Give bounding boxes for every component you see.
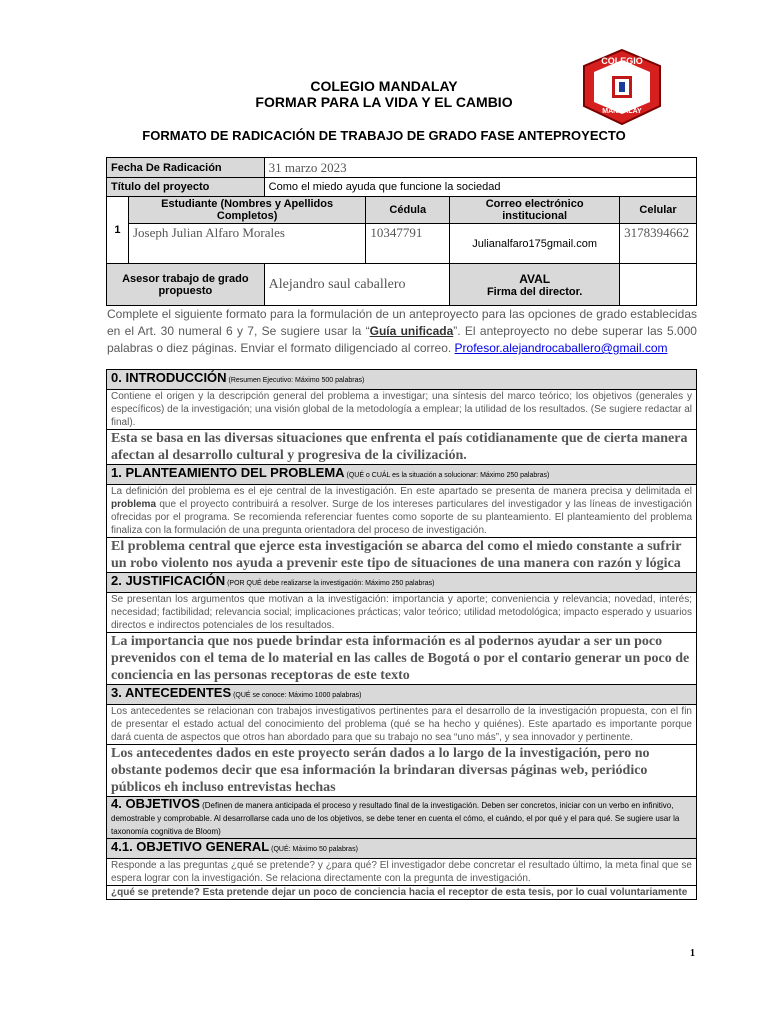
- sections-table: [106, 369, 697, 900]
- section-note: (QUÉ: Máximo 50 palabras): [269, 846, 358, 853]
- school-motto: FORMAR PARA LA VIDA Y EL CAMBIO: [255, 94, 513, 110]
- section-problema-header: [107, 465, 697, 485]
- table-row: [107, 178, 697, 197]
- section-objetivo-general-answer[interactable]: ¿qué se pretende? Esta pretende dejar un poco de conciencia hacia el receptor de esta tesis, por lo cual voluntariamente: [107, 886, 697, 900]
- title-label: Título del proyecto: [107, 178, 265, 197]
- section-problema-answer[interactable]: El problema central que ejerce esta investigación se abarca del como el miedo constante a sufrir un robo violento nos ayuda a prevenir este tipo de situaciones de una manera con razón y lógica: [107, 538, 697, 573]
- section-note: (QUÉ se conoce: Máximo 1000 palabras): [231, 692, 362, 699]
- advisor-value: Alejandro saul caballero: [264, 264, 450, 306]
- section-title: 4. OBJETIVOS: [111, 796, 200, 811]
- student-phone: 3178394662: [620, 224, 697, 264]
- logo-text-bottom: MANDALAY: [602, 108, 642, 115]
- section-note: (Resumen Ejecutivo: Máximo 500 palabras): [226, 377, 365, 384]
- section-antecedentes-header: [107, 685, 697, 705]
- director-signature-cell[interactable]: [620, 264, 697, 306]
- section-title: 2. JUSTIFICACIÓN: [111, 573, 226, 588]
- instructions-text: Complete el siguiente formato para la formulación de un anteproyecto para las opciones de grado establecidas en el Art. 30 numeral 6 y 7, Se sugiere usar la “: [107, 307, 697, 338]
- table-row: [107, 197, 697, 224]
- advisor-label: Asesor trabajo de grado propuesto: [107, 264, 265, 306]
- section-objetivos-header: [107, 797, 697, 839]
- row-number: 1: [107, 197, 129, 264]
- section-note: (QUÉ o CUÁL es la situación a solucionar: Máximo 250 palabras): [344, 472, 550, 479]
- aval-sub: Firma del director.: [486, 285, 583, 298]
- date-label: Fecha De Radicación: [107, 158, 265, 178]
- section-objetivo-general-instructions: Responde a las preguntas ¿qué se pretende? y ¿para qué? El investigador debe concretar el resultado último, la meta final que se espera lograr con la investigación. Se relaciona directamente con la pregunta de investigación.: [107, 859, 697, 886]
- table-row: [107, 158, 697, 178]
- instructions-paragraph: [107, 306, 697, 357]
- section-justificacion-instructions: Se presentan los argumentos que motivan a la investigación: importancia y aporte; conveniencia y relevancia; novedad, interés; necesidad; factibilidad; relevancia social; implicaciones prácticas; valor teórico; utilidad metodológica; impacto esperado y usuarios directos e indirectos potenciales de los resultados.: [107, 593, 697, 633]
- aval-cell: [450, 264, 620, 306]
- section-introduccion-answer[interactable]: Esta se basa en las diversas situaciones que enfrenta el país cotidianamente que de cierta manera afectan al desarrollo cultural y progresiva de la civilización.: [107, 430, 697, 465]
- title-value: Como el miedo ayuda que funcione la sociedad: [264, 178, 696, 197]
- student-id: 10347791: [366, 224, 450, 264]
- section-antecedentes-answer[interactable]: Los antecedentes dados en este proyecto serán dados a lo largo de la investigación, pero no obstante podemos decir que esa información la brindaran diversas páginas web, periódico públicos eh incluso entrevistas hechas: [107, 745, 697, 797]
- aval-label: AVAL: [519, 271, 551, 286]
- phone-column-header: Celular: [620, 197, 697, 224]
- guide-name: Guía unificada: [369, 324, 454, 338]
- instr-text: La definición del problema es el eje central de la investigación. En este apartado se presenta de manera precisa y delimitada el: [111, 486, 692, 497]
- section-antecedentes-instructions: Los antecedentes se relacionan con trabajos investigativos pertinentes para el desarrollo de la investigación propuesta, con el fin de presentar el estado actual del conocimiento del problema (qué se ha hecho y quiénes). Este apartado es importante porque dará cuenta de aspectos que otros han abordado para que su trabajo no sea “uno más”, y sea innovador y pertinente.: [107, 705, 697, 745]
- section-title: 3. ANTECEDENTES: [111, 685, 232, 700]
- section-objetivo-general-header: [107, 839, 697, 859]
- section-problema-instructions: [107, 485, 697, 538]
- date-value: 31 marzo 2023: [264, 158, 696, 178]
- email-column-header: Correo electrónico institucional: [450, 197, 620, 224]
- student-email: Julianalfaro175gmail.com: [450, 224, 620, 264]
- page-number: 1: [690, 948, 695, 959]
- section-title: 1. PLANTEAMIENTO DEL PROBLEMA: [111, 465, 345, 480]
- student-name: Joseph Julian Alfaro Morales: [128, 224, 365, 264]
- section-note: (POR QUÉ debe realizarse la investigación: Máximo 250 palabras): [225, 580, 435, 587]
- registration-table: [106, 157, 697, 306]
- student-column-header: Estudiante (Nombres y Apellidos Completos): [128, 197, 365, 224]
- id-column-header: Cédula: [366, 197, 450, 224]
- section-justificacion-header: [107, 573, 697, 593]
- professor-email-link[interactable]: Profesor.alejandrocaballero@gmail.com: [454, 341, 668, 355]
- section-introduccion-header: [107, 370, 697, 390]
- section-justificacion-answer[interactable]: La importancia que nos puede brindar esta información es al podernos ayudar a ser un poco prevenidos con el tema de lo material en las calles de Bogotá o por el contario generar un poco de conciencia en las personas receptoras de este texto: [107, 633, 697, 685]
- section-introduccion-instructions: Contiene el origen y la descripción general del problema a investigar; una síntesis del marco teórico; los objetivos (generales y específicos) de la investigación; una visión global de la metodología a emplear; la utilidad de los resultados. (Se sugiere redactar al final).: [107, 390, 697, 430]
- table-row: [107, 264, 697, 306]
- table-row: [107, 224, 697, 264]
- instr-bold: problema: [111, 499, 157, 510]
- instr-text: que el proyecto contribuirá a resolver. Surge de los intereses particulares del investigador y las líneas de investigación ofrecidas por el programa. Se recomienda referenciar fuentes como soporte de su planteamiento. El planteamiento del problema finaliza con la formulación de una pregunta orientadora del proceso de investigación.: [111, 499, 692, 536]
- section-note: (Definen de manera anticipada el proceso y resultado final de la investigación. Deben ser concretos, iniciar con un verbo en infinitivo, demostrable y comprobable. Al desarrollarse cada uno de los objetivos, se debe tener en cuenta el cómo, el cuándo, el por qué y el para qué. Se sugiere usar la taxonomía cognitiva de Bloom): [111, 801, 680, 836]
- form-title: FORMATO DE RADICACIÓN DE TRABAJO DE GRADO FASE ANTEPROYECTO: [142, 128, 626, 143]
- instructions-text-2: ”. El anteproyecto no debe superar las 5.000 palabras o diez páginas. Enviar el formato diligenciado al correo.: [107, 324, 697, 355]
- logo-text-top: COLEGIO: [601, 56, 643, 66]
- section-title: 0. INTRODUCCIÓN: [111, 370, 227, 385]
- section-title: 4.1. OBJETIVO GENERAL: [111, 839, 270, 854]
- school-logo: [580, 48, 664, 126]
- school-name: COLEGIO MANDALAY: [310, 78, 458, 94]
